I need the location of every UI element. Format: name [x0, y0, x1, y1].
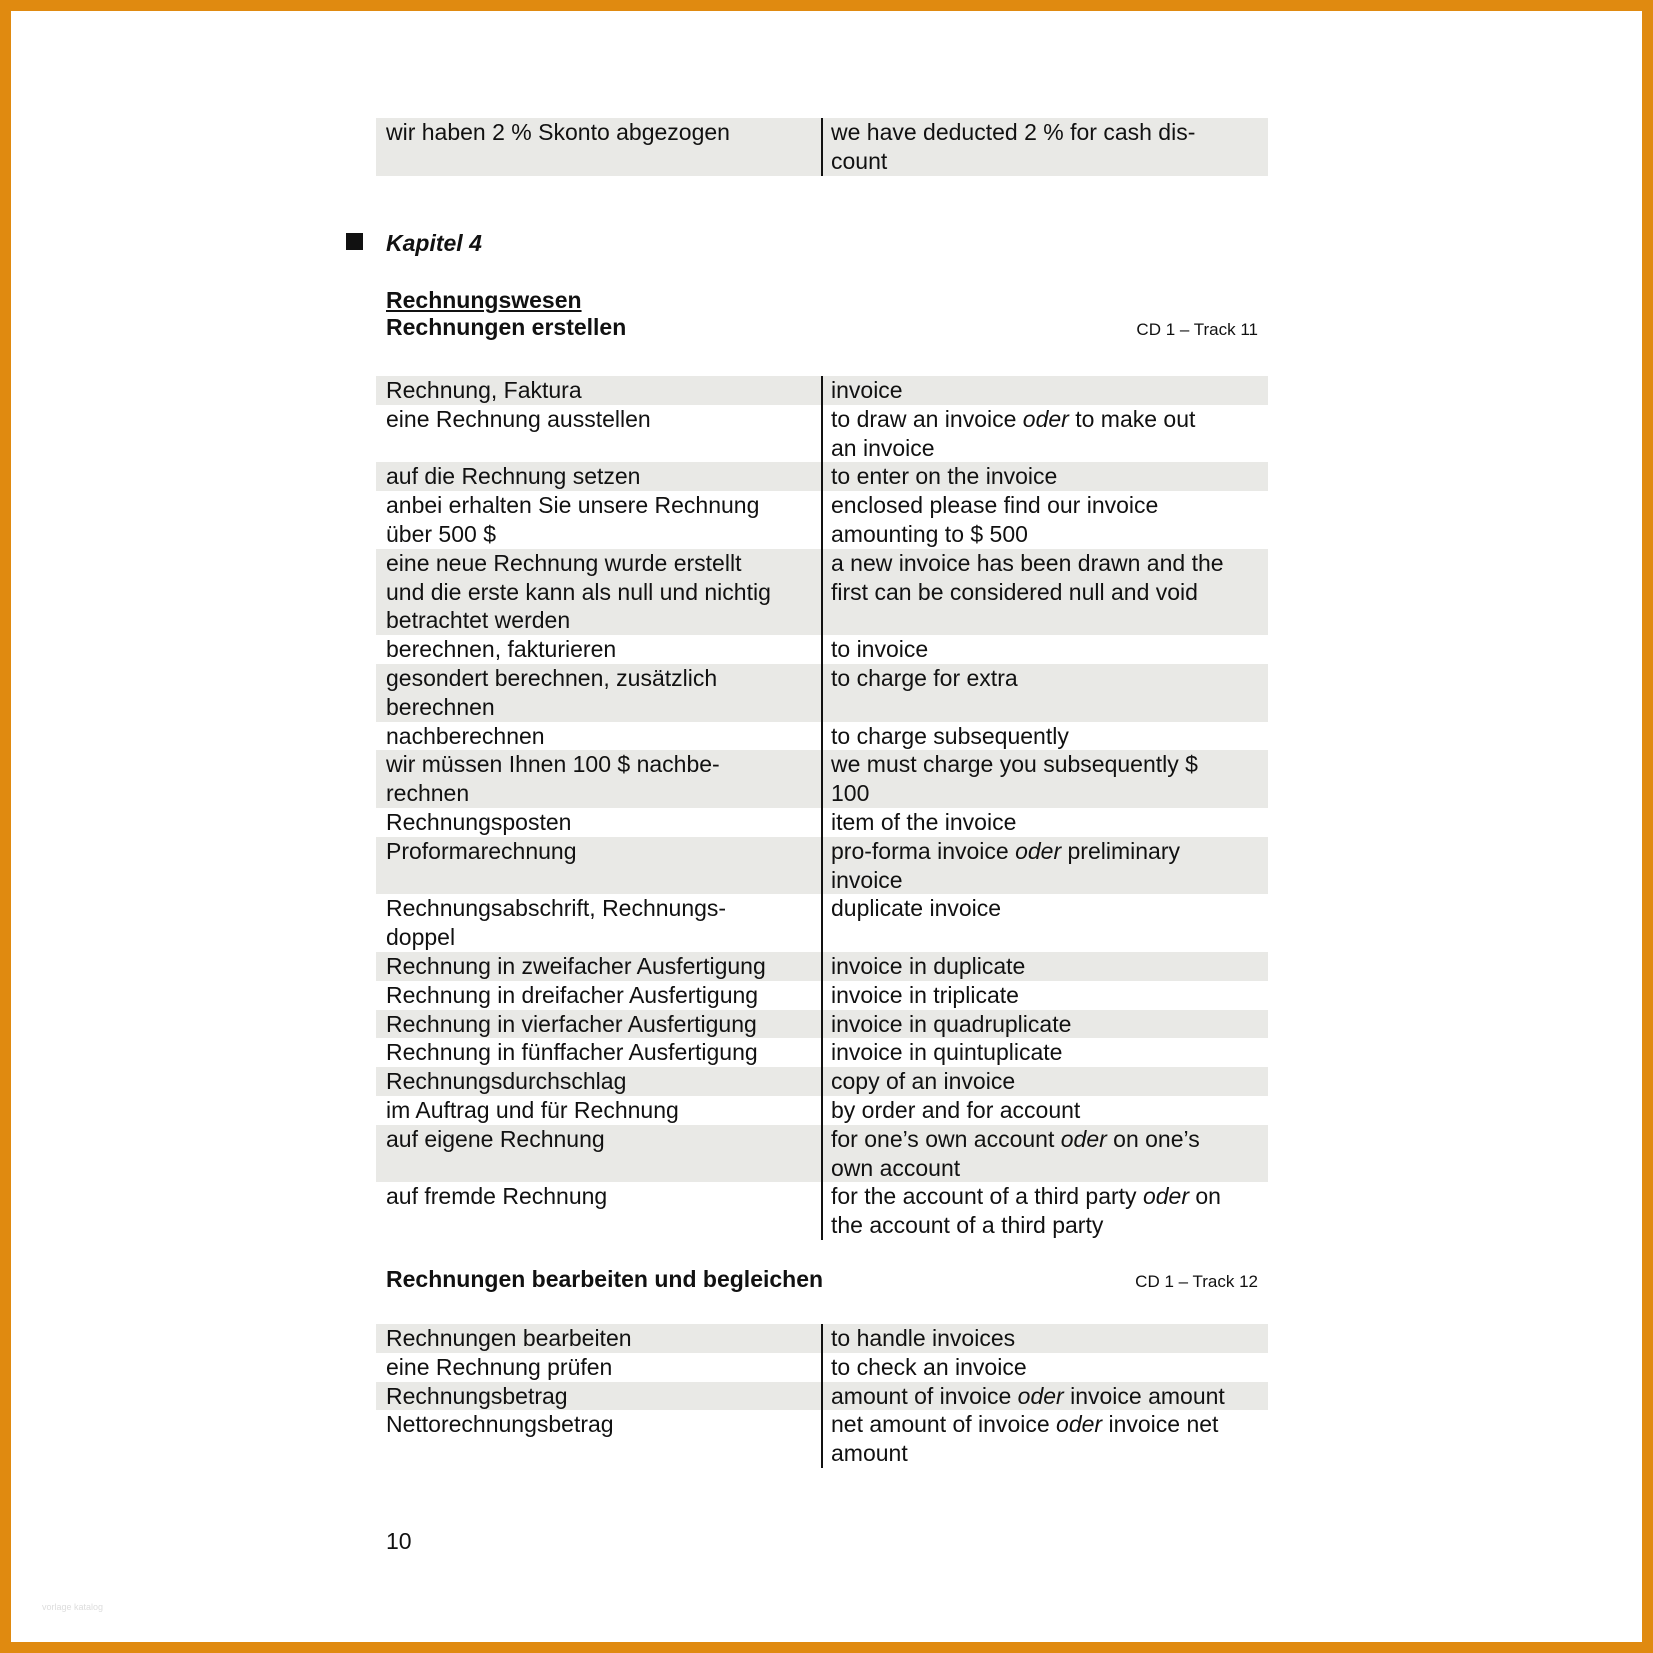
english-term: amount of invoice oder invoice amount — [822, 1382, 1268, 1411]
german-term: auf die Rechnung setzen — [376, 462, 822, 491]
table-row — [376, 837, 1268, 895]
oder-word: oder — [1015, 837, 1062, 864]
subsection-row-2-wrap — [386, 1266, 1268, 1293]
german-term: Rechnungsabschrift, Rechnungs- doppel — [376, 894, 822, 952]
table-row — [376, 462, 1268, 491]
english-term: to charge subsequently — [831, 722, 1069, 749]
english-term: to charge for extra — [822, 664, 1268, 722]
german-term: Rechnung, Faktura — [376, 376, 822, 405]
vocab-table-1 — [376, 376, 1268, 1240]
table-row — [376, 1096, 1268, 1125]
subsection-title-1: Rechnungen erstellen — [386, 314, 627, 340]
table-row — [376, 405, 1268, 463]
table-row — [376, 952, 1268, 981]
german-term: auf eigene Rechnung — [376, 1125, 822, 1183]
english-term: to check an invoice — [831, 1353, 1027, 1380]
german-term: im Auftrag und für Rechnung — [376, 1096, 822, 1125]
chapter-heading — [346, 230, 482, 257]
german-term: wir haben 2 % Skonto abgezogen — [376, 118, 822, 176]
table-row — [376, 1125, 1268, 1183]
english-term: invoice in duplicate — [822, 952, 1268, 981]
subsection-row-2 — [386, 1266, 1268, 1293]
german-term: Rechnungsposten — [376, 808, 822, 837]
english-term: invoice in quadruplicate — [822, 1010, 1268, 1039]
oder-word: oder — [1022, 405, 1069, 432]
table-row — [376, 894, 1268, 952]
oder-word: oder — [1060, 1125, 1107, 1152]
table-row — [376, 750, 1268, 808]
table-row — [376, 118, 1268, 176]
german-term: Rechnungsbetrag — [376, 1382, 822, 1411]
page-number: 10 — [386, 1528, 412, 1554]
table-row — [376, 1038, 1268, 1067]
german-term: eine Rechnung prüfen — [376, 1353, 822, 1382]
track-label-2: CD 1 – Track 12 — [1135, 1272, 1258, 1291]
english-term: to handle invoices — [822, 1324, 1268, 1353]
german-term: Rechnung in dreifacher Ausfertigung — [376, 981, 822, 1010]
top-vocab-table — [376, 118, 1268, 176]
table-row — [376, 1324, 1268, 1353]
german-term: Rechnung in vierfacher Ausfertigung — [376, 1010, 822, 1039]
subsection-title-2: Rechnungen bearbeiten und begleichen — [386, 1266, 824, 1292]
english-term: net amount of invoice oder invoice net amount — [831, 1411, 1219, 1467]
german-term: auf fremde Rechnung — [376, 1182, 822, 1240]
german-term: Nettorechnungsbetrag — [376, 1410, 822, 1468]
table-row — [376, 491, 1268, 549]
table-row — [376, 1067, 1268, 1096]
english-term: pro-forma invoice oder preliminary invoice — [822, 837, 1268, 895]
english-term: we must charge you subsequently $ 100 — [822, 750, 1268, 808]
german-term: Rechnungen bearbeiten — [376, 1324, 822, 1353]
german-term: berechnen, fakturieren — [376, 635, 822, 664]
english-term: to invoice — [831, 636, 929, 663]
table-row — [376, 981, 1268, 1010]
german-term: Rechnung in zweifacher Ausfertigung — [376, 952, 822, 981]
table-row — [376, 635, 1268, 664]
section-title: Rechnungswesen — [386, 287, 582, 313]
table-row — [376, 808, 1268, 837]
table-row — [376, 664, 1268, 722]
english-term: for the account of a third party oder on the account of a third party — [831, 1183, 1221, 1239]
german-term: Rechnung in fünffacher Ausfertigung — [376, 1038, 822, 1067]
track-label-1: CD 1 – Track 11 — [1136, 320, 1258, 339]
german-term: eine Rechnung ausstellen — [376, 405, 822, 463]
english-term: invoice in triplicate — [831, 981, 1019, 1008]
table-row — [376, 1182, 1268, 1240]
english-term: by order and for account — [831, 1096, 1081, 1123]
section-header — [386, 287, 1268, 341]
table-row — [376, 1410, 1268, 1468]
vocab-table-1-wrap — [376, 376, 1268, 1240]
table-row — [376, 1010, 1268, 1039]
german-term: anbei erhalten Sie unsere Rechnung über 500 $ — [376, 491, 822, 549]
english-term: a new invoice has been drawn and the first can be considered null and void — [822, 549, 1268, 635]
english-term: invoice — [822, 376, 1268, 405]
oder-word: oder — [1056, 1411, 1103, 1438]
square-bullet-icon — [346, 233, 363, 250]
english-term: item of the invoice — [831, 808, 1017, 835]
german-term: Rechnungsdurchschlag — [376, 1067, 822, 1096]
oder-word: oder — [1017, 1382, 1064, 1409]
subsection-row-1 — [386, 314, 1268, 341]
german-term: nachberechnen — [376, 722, 822, 751]
german-term: wir müssen Ihnen 100 $ nachbe- rechnen — [376, 750, 822, 808]
vocab-table-2-wrap — [376, 1324, 1268, 1468]
english-term: for one’s own account oder on one’s own account — [822, 1125, 1268, 1183]
english-term: we have deducted 2 % for cash dis- count — [822, 118, 1268, 176]
chapter-label: Kapitel 4 — [386, 230, 482, 256]
german-term: Proformarechnung — [376, 837, 822, 895]
german-term: gesondert berechnen, zusätzlich berechnen — [376, 664, 822, 722]
english-term: to enter on the invoice — [822, 462, 1268, 491]
english-term: to draw an invoice oder to make out an invoice — [831, 405, 1196, 461]
vocab-table-top — [376, 118, 1268, 176]
english-term: copy of an invoice — [822, 1067, 1268, 1096]
english-term: enclosed please find our invoice amounting to $ 500 — [831, 492, 1159, 547]
english-term: duplicate invoice — [831, 895, 1002, 922]
vocab-table-2 — [376, 1324, 1268, 1468]
table-row — [376, 722, 1268, 751]
oder-word: oder — [1142, 1183, 1189, 1210]
table-row — [376, 1353, 1268, 1382]
table-row — [376, 1382, 1268, 1411]
german-term: eine neue Rechnung wurde erstellt und die erste kann als null und nichtig betrachtet werden — [376, 549, 822, 635]
table-row — [376, 549, 1268, 635]
english-term: invoice in quintuplicate — [831, 1039, 1063, 1066]
watermark-text: vorlage katalog — [42, 1602, 104, 1612]
table-row — [376, 376, 1268, 405]
